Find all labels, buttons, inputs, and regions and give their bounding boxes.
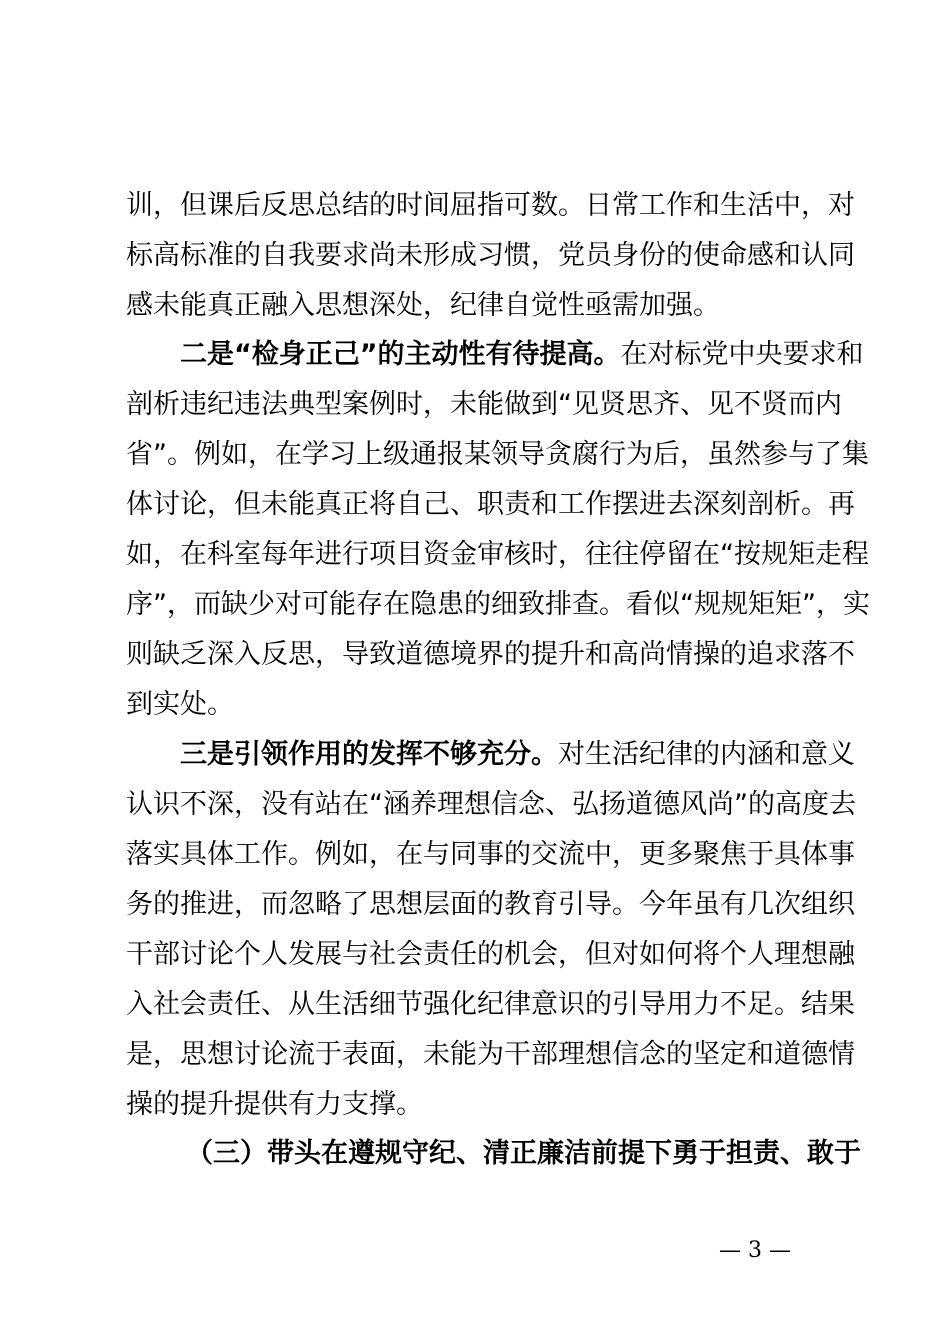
paragraph-2-first-line bbox=[180, 339, 864, 371]
paragraph-3-line-8: 操的提升提供有力支撑。 bbox=[126, 1089, 423, 1120]
paragraph-3-line-4: 务的推进，而忽略了思想层面的教育引导。今年虽有几次组织 bbox=[126, 889, 855, 920]
paragraph-3-line-3: 落实具体工作。例如，在与同事的交流中，更多聚焦于具体事 bbox=[126, 839, 855, 870]
paragraph-2-line-8: 到实处。 bbox=[126, 689, 234, 720]
paragraph-2-line-5: 如，在科室每年进行项目资金审核时，往往停留在“按规矩走程 bbox=[126, 539, 869, 570]
section-heading: （三）带头在遵规守纪、清正廉洁前提下勇于担责、敢于 bbox=[186, 1138, 861, 1169]
paragraph-1-line-1: 训，但课后反思总结的时间屈指可数。日常工作和生活中，对 bbox=[126, 190, 855, 221]
paragraph-2-line-6: 序”，而缺少对可能存在隐患的细致排查。看似“规规矩矩”，实 bbox=[126, 589, 870, 620]
paragraph-2-line-7: 则缺乏深入反思，导致道德境界的提升和高尚情操的追求落不 bbox=[126, 639, 855, 670]
paragraph-1-line-3: 感未能真正融入思想深处，纪律自觉性亟需加强。 bbox=[126, 290, 720, 321]
paragraph-3-first-line bbox=[180, 739, 855, 771]
page-number: — 3 — bbox=[719, 1238, 791, 1263]
paragraph-2-heading: 二是“检身正己”的主动性有待提高。 bbox=[180, 339, 621, 370]
paragraph-3-line-6: 入社会责任、从生活细节强化纪律意识的引导用力不足。结果 bbox=[126, 989, 855, 1020]
paragraph-2-line-4: 体讨论，但未能真正将自己、职责和工作摆进去深刻剖析。再 bbox=[126, 489, 855, 520]
paragraph-3-line-2: 认识不深，没有站在“涵养理想信念、弘扬道德风尚”的高度去 bbox=[126, 789, 856, 820]
paragraph-3-line-5: 干部讨论个人发展与社会责任的机会，但对如何将个人理想融 bbox=[126, 939, 855, 970]
paragraph-2-line-3: 省”。例如，在学习上级通报某领导贪腐行为后，虽然参与了集 bbox=[126, 439, 869, 470]
paragraph-1-line-2: 标高标准的自我要求尚未形成习惯，党员身份的使命感和认同 bbox=[126, 240, 855, 271]
paragraph-3-line-7: 是，思想讨论流于表面，未能为干部理想信念的坚定和道德情 bbox=[126, 1039, 855, 1070]
paragraph-3-heading: 三是引领作用的发挥不够充分。 bbox=[180, 739, 558, 770]
paragraph-3-line-1: 对生活纪律的内涵和意义 bbox=[558, 739, 855, 770]
paragraph-2-line-1: 在对标党中央要求和 bbox=[620, 339, 864, 370]
paragraph-2-line-2: 剖析违纪违法典型案例时，未能做到“见贤思齐、见不贤而内 bbox=[126, 389, 842, 420]
